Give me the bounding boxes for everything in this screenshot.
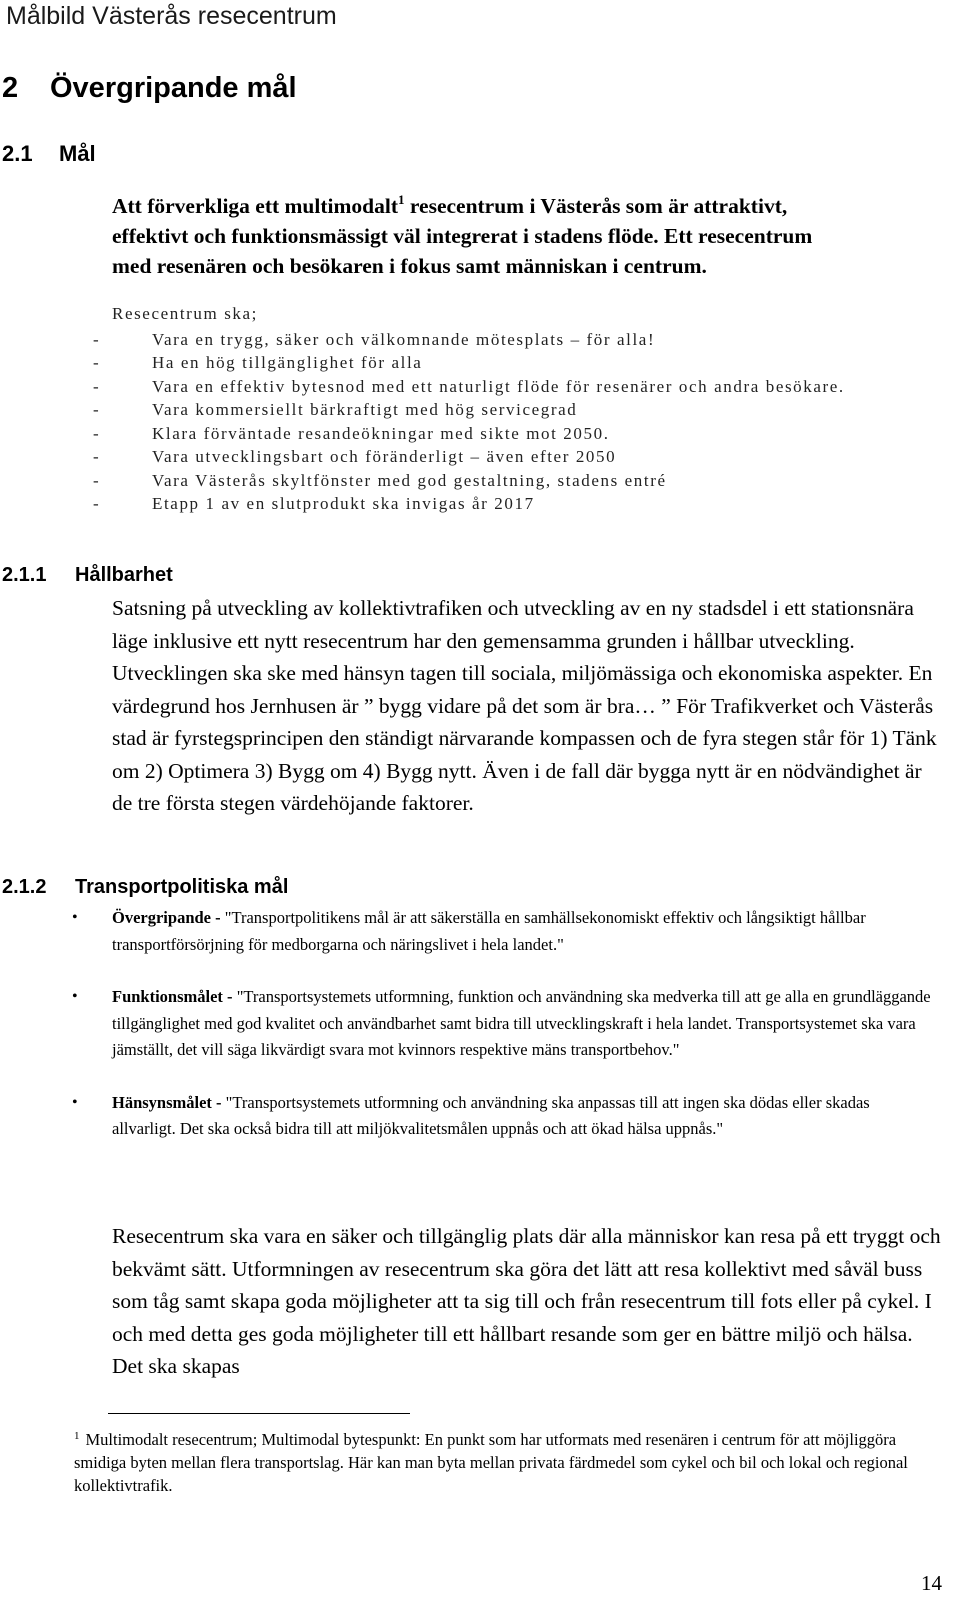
- footnote-reference: 1: [398, 192, 405, 207]
- section-number: 2.1.2: [2, 876, 47, 898]
- goal-text: "Transportpolitikens mål är att säkerställa en samhällsekonomiskt effektiv och långsiktigt hållbar transportförsörjning för medborgarna och näringslivet i hela landet.": [112, 908, 866, 954]
- bullet-icon: •: [72, 1093, 78, 1111]
- section-2-1-heading: [2, 141, 96, 167]
- footnote-separator: [108, 1413, 410, 1414]
- section-title: Övergripande mål: [50, 72, 297, 104]
- goal-list-block: [93, 302, 942, 516]
- goal-label: Funktionsmålet -: [112, 987, 233, 1006]
- section-title: Transportpolitiska mål: [75, 876, 289, 898]
- intro-line-1: Att förverkliga ett multimodalt$^1$ resecentrum i Västerås som är attraktivt,: [112, 192, 788, 218]
- section-number: 2.1.1: [2, 564, 47, 586]
- list-item: - Vara en trygg, säker och välkomnande mötesplats – för alla!: [93, 329, 656, 349]
- bullet-icon: •: [72, 988, 78, 1005]
- section-2-1-2-heading: [2, 876, 288, 899]
- goal-intro-paragraph: [112, 191, 922, 281]
- goal-list: [93, 328, 942, 516]
- bullet-icon: •: [72, 909, 78, 926]
- goal-text: "Transportsystemets utformning och användning ska anpassas till att ingen ska dödas eller skadas allvarligt. Det ska också bidra till att miljökvalitetsmålen uppnås och att ökad hälsa uppnås.": [112, 1092, 870, 1138]
- footnote-marker: 1: [74, 1430, 80, 1442]
- list-item: - Vara Västerås skyltfönster med god gestaltning, stadens entré: [93, 470, 667, 490]
- section-2-heading: [2, 72, 297, 105]
- list-item: [72, 1090, 932, 1143]
- section-title: Hållbarhet: [75, 564, 173, 586]
- list-item: [72, 905, 932, 958]
- page-number: 14: [921, 1571, 942, 1595]
- goal-label: Övergripande -: [112, 908, 221, 927]
- goal-text: "Transportsystemets utformning, funktion och användning ska medverka till att ge alla en grundläggande tillgänglighet med god kvalitet och användbarhet samt bidra till utvecklingskraft i hela landet. Transportsystemet ska vara jämställt, det vill säga likvärdigt svara mot kvinnors respektive mäns transportbehov.": [112, 987, 931, 1059]
- goal-list-lead: Resecentrum ska;: [112, 304, 258, 323]
- closing-paragraph: Resecentrum ska vara en säker och tillgänglig plats där alla människor kan resa på ett tryggt och bekvämt sätt. Utformningen av resecentrum ska göra det lätt att resa kollektivt med såväl buss som tåg samt skapa goda möjligheter att ta sig till och från resecentrum till fots eller på cykel. I och med detta ges goda möjligheter till ett hållbart resande som ger en bättre miljö och hälsa. Det ska skapas: [112, 1224, 941, 1378]
- transport-goals-list: [72, 905, 932, 1143]
- intro-line-2: effektivt och funktionsmässigt väl integrerat i stadens flöde. Ett resecentrum: [112, 224, 813, 248]
- section-number: 2: [2, 72, 19, 104]
- goal-label: Hänsynsmålet -: [112, 1092, 222, 1112]
- section-title: Mål: [59, 141, 96, 166]
- list-item: - Ha en hög tillgänglighet för alla: [93, 353, 423, 372]
- list-item: - Vara en effektiv bytesnod med ett naturligt flöde för resenärer och andra besökare.: [93, 376, 845, 396]
- section-2-1-1-heading: [2, 564, 173, 587]
- intro-line-3: med resenären och besökaren i fokus samt människan i centrum.: [112, 254, 707, 278]
- section-number: 2.1: [2, 141, 33, 166]
- sustainability-paragraph: Satsning på utveckling av kollektivtrafiken och utveckling av en ny stadsdel i ett stationsnära läge inklusive ett nytt resecentrum har den gemensamma grunden i hållbar utveckling. Utvecklingen ska ske med hänsyn tagen till sociala, miljömässiga och ekonomiska aspekter. En värdegrund hos Jernhusen är ” bygg vidare på det som är bra… ” För Trafikverket och Västerås stad är fyrstegsprincipen den ständigt närvarande kompassen och de fyra stegen står för 1) Tänk om 2) Optimera 3) Bygg om 4) Bygg nytt. Även i de fall där bygga nytt är en nödvändighet är de tre första stegen värdehöjande faktorer.: [112, 596, 937, 815]
- list-item: - Vara utvecklingsbart och föränderligt – även efter 2050: [93, 447, 617, 466]
- transport-goals-block: [72, 905, 932, 1169]
- footnote: [74, 1428, 934, 1497]
- footnote-text: Multimodalt resecentrum; Multimodal bytespunkt: En punkt som har utformats med resenären i centrum för att möjliggöra smidiga byten mellan flera transportslag. Här kan man byta mellan privata färdmedel som cykel och bil och lokal och regional kollektivtrafik.: [74, 1430, 908, 1495]
- list-item: - Klara förväntade resandeökningar med sikte mot 2050.: [93, 423, 610, 443]
- list-item: - Vara kommersiellt bärkraftigt med hög servicegrad: [93, 400, 578, 419]
- list-item: - Etapp 1 av en slutprodukt ska invigas år 2017: [93, 494, 535, 513]
- list-item: [72, 984, 932, 1064]
- running-title: Målbild Västerås resecentrum: [6, 2, 337, 30]
